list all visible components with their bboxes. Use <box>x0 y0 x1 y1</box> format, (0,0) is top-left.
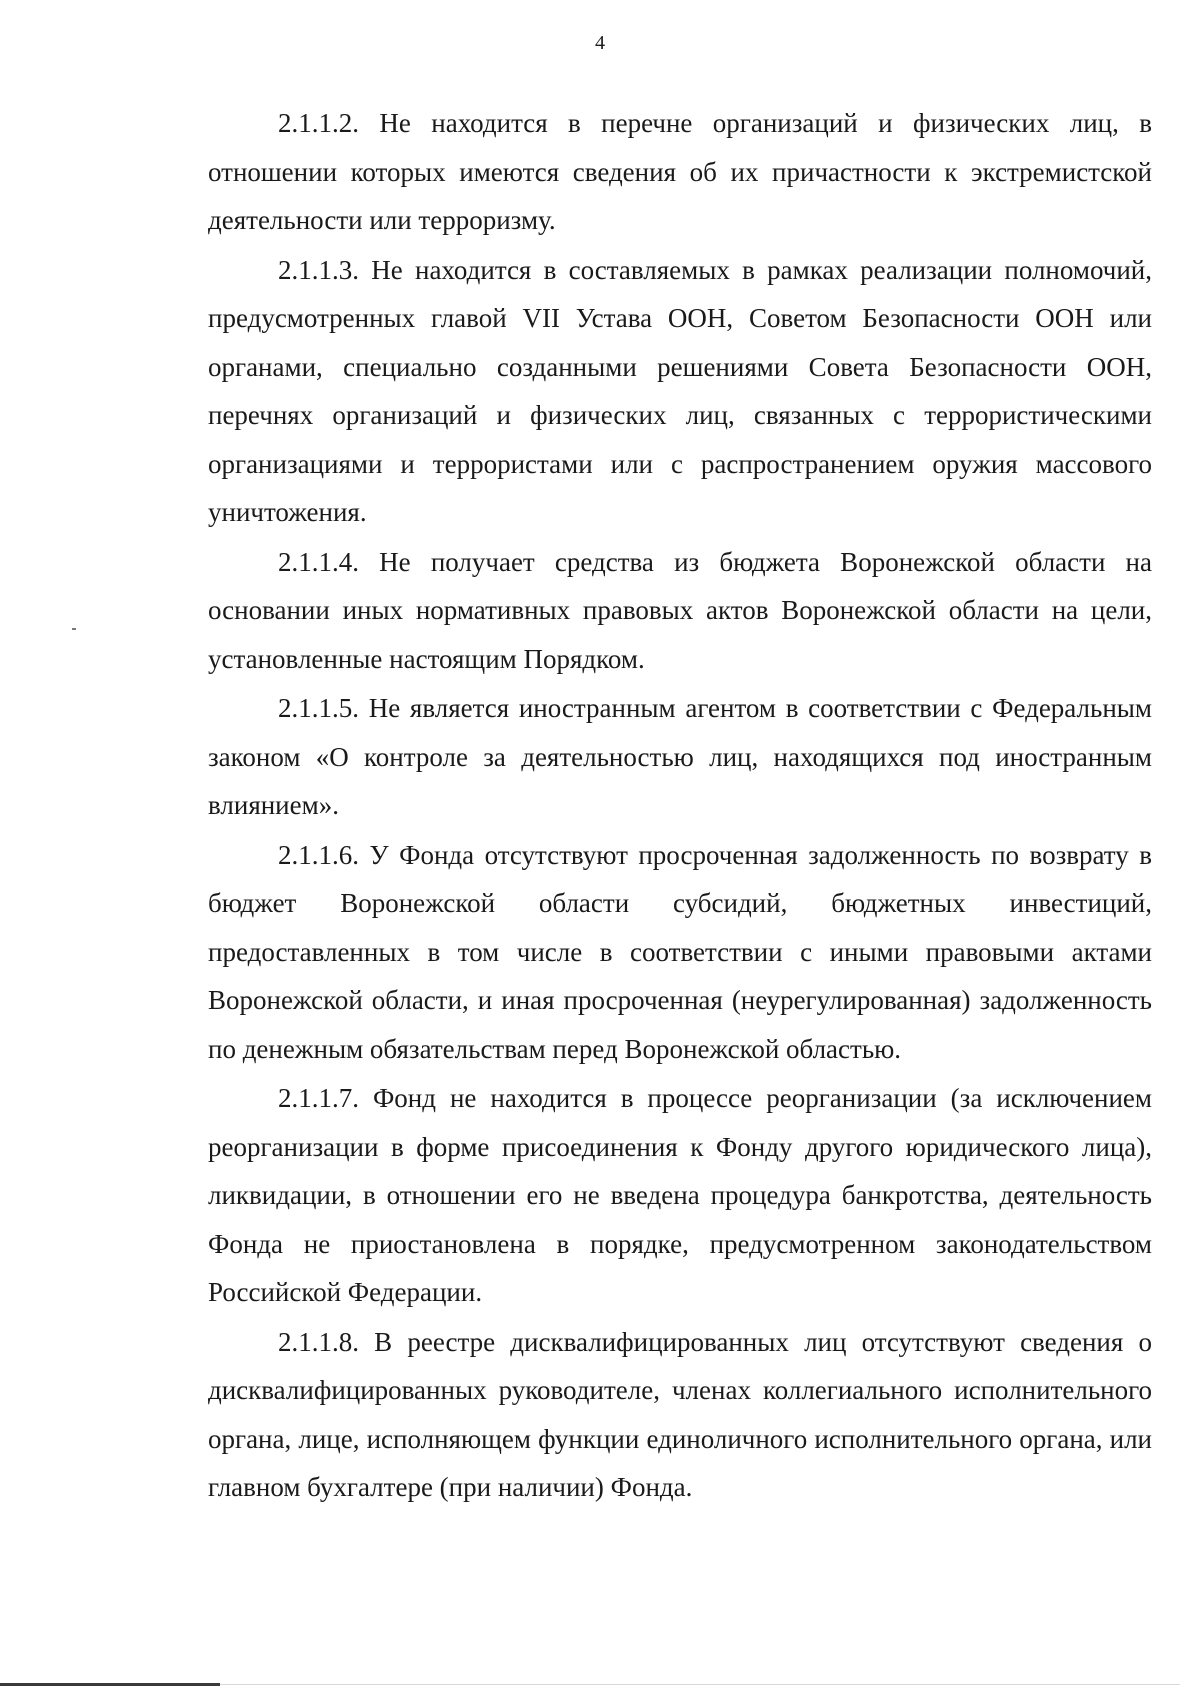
paragraph-2-1-1-2: 2.1.1.2. Не находится в перечне организаций и физических лиц, в отношении которых имеются сведения об их причастности к экстремистской деятельности или терроризму. <box>208 108 1152 235</box>
paragraph-2-1-1-3: 2.1.1.3. Не находится в составляемых в рамках реализации полномочий, предусмотренных главой VII Устава ООН, Советом Безопасности ООН или органами, специально созданными решениями Совета Безопасности ООН, перечнях организаций и физических лиц, связанных с террористическими организациями и террористами или с распространением оружия массового уничтожения. <box>208 254 1152 527</box>
scan-edge-line <box>220 1684 1180 1685</box>
page-number: 4 <box>595 32 605 54</box>
paragraph-2-1-1-6: 2.1.1.6. У Фонда отсутствуют просроченная задолженность по возврату в бюджет Воронежской области субсидий, бюджетных инвестиций, предоставленных в том числе в соответствии с иными правовыми актами Воронежской области, и иная просроченная (неурегулированная) задолженность по денежным обязательствам перед Воронежской областью. <box>208 839 1152 1064</box>
footnote-rule <box>0 1683 220 1686</box>
document-body <box>208 99 1152 1513</box>
scan-artifact-mark <box>72 628 76 630</box>
paragraph-2-1-1-4: 2.1.1.4. Не получает средства из бюджета Воронежской области на основании иных нормативных правовых актов Воронежской области на цели, установленные настоящим Порядком. <box>208 546 1152 674</box>
paragraph-2-1-1-7: 2.1.1.7. Фонд не находится в процессе реорганизации (за исключением реорганизации в форме присоединения к Фонду другого юридического лица), ликвидации, в отношении его не введена процедура банкротства, деятельность Фонда не приостановлена в порядке, предусмотренном законодательством Российской Федерации. <box>208 1083 1152 1307</box>
paragraph-2-1-1-5: 2.1.1.5. Не является иностранным агентом в соответствии с Федеральным законом «О контроле за деятельностью лиц, находящихся под иностранным влиянием». <box>208 693 1152 820</box>
paragraph-2-1-1-8: 2.1.1.8. В реестре дисквалифицированных лиц отсутствуют сведения о дисквалифицированных руководителе, членах коллегиального исполнительного органа, лице, исполняющем функции единоличного исполнительного органа, или главном бухгалтере (при наличии) Фонда. <box>208 1326 1152 1502</box>
